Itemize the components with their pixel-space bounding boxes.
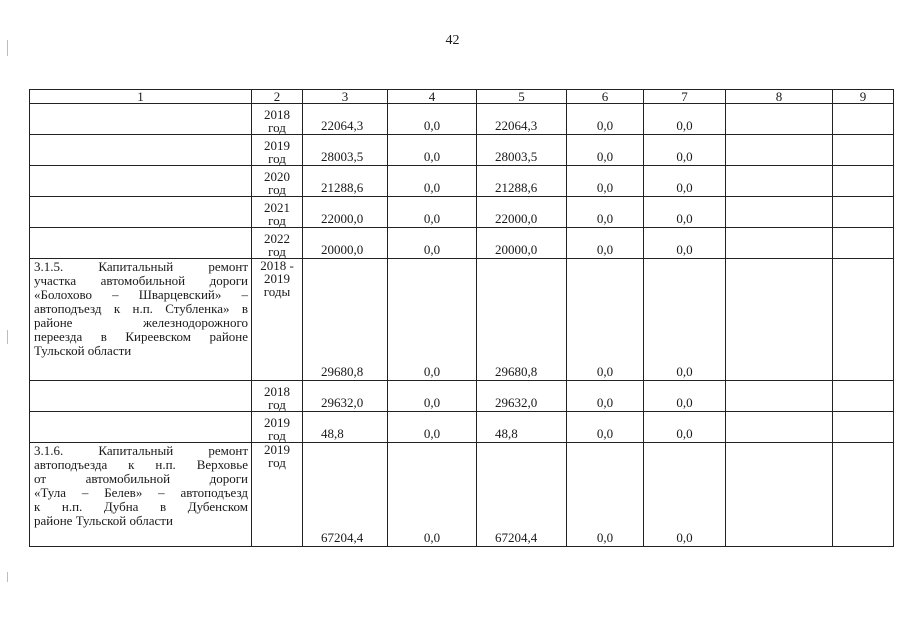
empty-cell [833,166,894,197]
value-cell-c3: 29680,8 [303,259,388,381]
scan-margin-mark [7,572,8,582]
header-cell: 4 [388,90,477,104]
page-number: 42 [445,33,460,48]
period-cell [252,412,303,443]
value-cell-c5: 20000,0 [477,228,567,259]
value-cell-c5: 21288,6 [477,166,567,197]
period-line: год [268,244,286,259]
period-line: 2018 [264,107,290,122]
value-cell-c6: 0,0 [567,135,644,166]
value-cell-c4: 0,0 [388,228,477,259]
period-cell [252,166,303,197]
measure-name-line: районе железнодорожного [34,315,248,330]
measure-name-cell [30,228,252,259]
value-cell-c3: 29632,0 [303,381,388,412]
header-row [30,90,894,104]
measure-name-cell [30,104,252,135]
value-cell-c4: 0,0 [388,135,477,166]
value-cell-c3: 22000,0 [303,197,388,228]
header-cell: 9 [833,90,894,104]
empty-cell [726,166,833,197]
period-cell [252,259,303,381]
period-line: год [268,455,286,470]
empty-cell [833,104,894,135]
measure-name-line: от автомобильной дороги [34,471,248,486]
period-line: 2019 [264,138,290,153]
empty-cell [833,135,894,166]
value-cell-c7: 0,0 [644,197,726,228]
period-line: 2018 [264,384,290,399]
period-line: год [268,182,286,197]
measure-name-line: «Болохово – Шварцевский» – [34,287,248,302]
empty-cell [726,381,833,412]
period-line: год [268,397,286,412]
period-line: 2019 [264,271,290,286]
value-cell-c3: 67204,4 [303,443,388,547]
measure-name-line: Тульской области [34,343,132,358]
value-cell-c5: 22000,0 [477,197,567,228]
measure-name-line: участка автомобильной дороги [34,273,248,288]
value-cell-c7: 0,0 [644,412,726,443]
value-cell-c6: 0,0 [567,259,644,381]
measure-name-cell [30,166,252,197]
header-cell: 6 [567,90,644,104]
value-cell-c6: 0,0 [567,412,644,443]
header-cell: 8 [726,90,833,104]
empty-cell [833,443,894,547]
value-cell-c7: 0,0 [644,104,726,135]
empty-cell [833,228,894,259]
period-cell [252,104,303,135]
period-line: 2022 [264,231,290,246]
empty-cell [726,228,833,259]
period-line: 2020 [264,169,290,184]
scan-margin-mark [7,330,8,344]
value-cell-c3: 20000,0 [303,228,388,259]
period-line: год [268,428,286,443]
empty-cell [726,412,833,443]
measure-name-line: районе Тульской области [34,513,173,528]
empty-cell [726,197,833,228]
table-row [30,104,894,135]
budget-table [29,89,894,547]
table-row [30,228,894,259]
value-cell-c4: 0,0 [388,197,477,228]
period-cell [252,228,303,259]
value-cell-c7: 0,0 [644,166,726,197]
value-cell-c6: 0,0 [567,104,644,135]
scan-margin-mark [7,40,8,56]
value-cell-c4: 0,0 [388,166,477,197]
measure-name-cell [30,412,252,443]
value-cell-c6: 0,0 [567,381,644,412]
value-cell-c5: 67204,4 [477,443,567,547]
period-cell [252,197,303,228]
header-cell: 3 [303,90,388,104]
table-row [30,412,894,443]
measure-name-cell [30,259,252,381]
table-row [30,259,894,381]
value-cell-c4: 0,0 [388,259,477,381]
empty-cell [833,412,894,443]
value-cell-c4: 0,0 [388,104,477,135]
value-cell-c6: 0,0 [567,166,644,197]
value-cell-c5: 48,8 [477,412,567,443]
value-cell-c3: 28003,5 [303,135,388,166]
period-cell [252,381,303,412]
header-cell: 5 [477,90,567,104]
measure-name-line: к н.п. Дубна в Дубенском [34,499,248,514]
value-cell-c6: 0,0 [567,443,644,547]
measure-name-line: автоподъезд к н.п. Стубленка» в [34,301,248,316]
value-cell-c5: 28003,5 [477,135,567,166]
period-line: год [268,151,286,166]
table-row [30,381,894,412]
value-cell-c7: 0,0 [644,443,726,547]
period-line: 2019 [264,442,290,457]
value-cell-c5: 29680,8 [477,259,567,381]
table-row [30,166,894,197]
table-row [30,135,894,166]
value-cell-c4: 0,0 [388,443,477,547]
empty-cell [833,197,894,228]
measure-name-line: 3.1.6. Капитальный ремонт [34,443,248,458]
value-cell-c4: 0,0 [388,381,477,412]
value-cell-c3: 21288,6 [303,166,388,197]
value-cell-c7: 0,0 [644,228,726,259]
value-cell-c7: 0,0 [644,381,726,412]
value-cell-c4: 0,0 [388,412,477,443]
table-row [30,197,894,228]
measure-name-line: переезда в Киреевском районе [34,329,248,344]
value-cell-c7: 0,0 [644,259,726,381]
empty-cell [833,381,894,412]
measure-name-cell [30,381,252,412]
period-line: год [268,213,286,228]
empty-cell [726,135,833,166]
table-row [30,443,894,547]
value-cell-c6: 0,0 [567,228,644,259]
value-cell-c3: 22064,3 [303,104,388,135]
header-cell: 7 [644,90,726,104]
period-line: год [268,120,286,135]
period-cell [252,443,303,547]
empty-cell [726,259,833,381]
period-line: 2018 - [260,258,294,273]
measure-name-cell [30,197,252,228]
measure-name-line: «Тула – Белев» – автоподъезд [34,485,248,500]
empty-cell [833,259,894,381]
measure-name-cell [30,443,252,547]
measure-name-cell [30,135,252,166]
value-cell-c5: 29632,0 [477,381,567,412]
value-cell-c3: 48,8 [303,412,388,443]
value-cell-c6: 0,0 [567,197,644,228]
period-line: 2019 [264,415,290,430]
value-cell-c5: 22064,3 [477,104,567,135]
empty-cell [726,443,833,547]
period-line: 2021 [264,200,290,215]
period-cell [252,135,303,166]
measure-name-line: автоподъезда к н.п. Верховье [34,457,248,472]
measure-name-line: 3.1.5. Капитальный ремонт [34,259,248,274]
header-cell: 1 [30,90,252,104]
value-cell-c7: 0,0 [644,135,726,166]
period-line: годы [263,284,291,299]
empty-cell [726,104,833,135]
header-cell: 2 [252,90,303,104]
